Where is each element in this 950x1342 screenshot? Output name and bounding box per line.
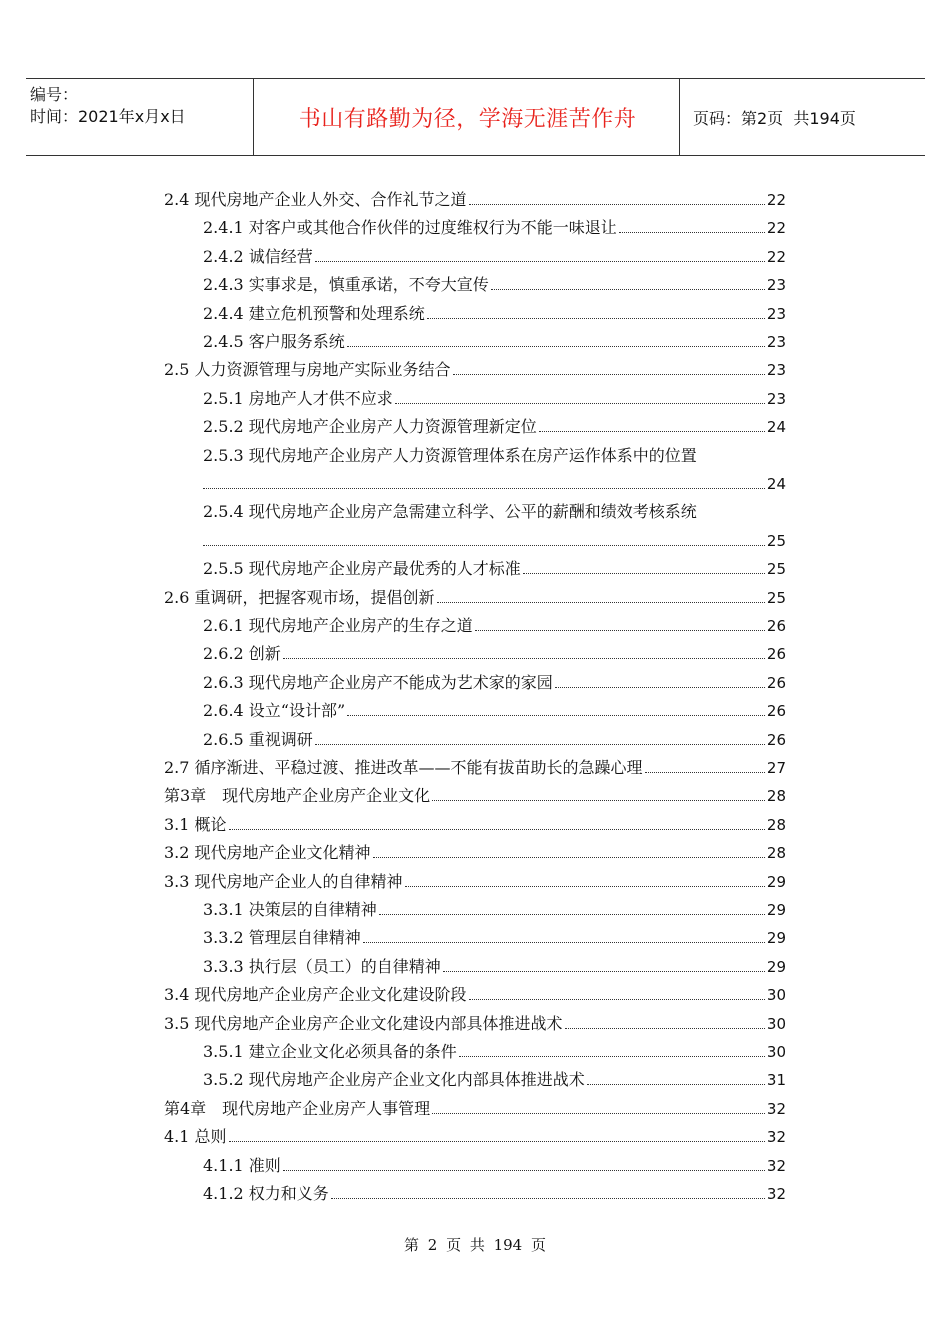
- toc-entry[interactable]: [203, 1036, 786, 1062]
- toc-leader-dots: [469, 999, 765, 1000]
- toc-page-number: 25: [766, 560, 786, 579]
- toc-leader-dots: [379, 914, 765, 915]
- toc-leader-dots: [347, 346, 765, 347]
- toc-entry[interactable]: [203, 525, 786, 551]
- toc-leader-dots: [315, 744, 765, 745]
- toc-entry-title: 2.4.1 对客户或其他合作伙伴的过度维权行为不能一味退让: [203, 218, 617, 238]
- toc-leader-dots: [475, 630, 765, 631]
- toc-entry-title: 2.4.5 客户服务系统: [203, 332, 345, 351]
- toc-page-number: 26: [766, 617, 786, 635]
- toc-leader-dots: [373, 857, 765, 858]
- toc-entry-title: 3.2 现代房地产企业文化精神: [164, 843, 371, 863]
- toc-leader-dots: [331, 1198, 765, 1199]
- toc-page-number: 32: [766, 1128, 786, 1147]
- toc-entry[interactable]: [164, 752, 786, 778]
- toc-entry-title: 2.5.2 现代房地产企业房产人力资源管理新定位: [203, 417, 537, 437]
- toc-entry[interactable]: [203, 298, 786, 324]
- toc-entry[interactable]: [203, 212, 786, 238]
- document-time: 时间：2021年x月x日: [30, 107, 186, 126]
- toc-entry[interactable]: [164, 354, 786, 380]
- toc-leader-dots: [453, 374, 765, 375]
- toc-leader-dots: [432, 1113, 765, 1114]
- toc-entry[interactable]: [203, 1178, 786, 1204]
- toc-entry-title: 3.5.1 建立企业文化必须具备的条件: [203, 1042, 457, 1061]
- toc-entry-title: 3.5 现代房地产企业房产企业文化建设内部具体推进战术: [164, 1013, 563, 1033]
- toc-page-number: 23: [766, 333, 786, 351]
- toc-page-number: 32: [766, 1099, 786, 1118]
- toc-entry[interactable]: [203, 269, 786, 295]
- toc-entry-title: 3.3 现代房地产企业人的自律精神: [164, 871, 403, 891]
- header-divider-left: [253, 78, 254, 156]
- toc-entry[interactable]: [164, 780, 786, 806]
- toc-entry-title[interactable]: 2.5.4 现代房地产企业房产急需建立科学、公平的薪酬和绩效考核系统: [203, 502, 697, 522]
- toc-page-number: 26: [766, 645, 786, 664]
- toc-entry[interactable]: [203, 610, 786, 636]
- header-slogan: 书山有路勤为径，学海无涯苦作舟: [298, 106, 637, 132]
- toc-entry-title: 3.5.2 现代房地产企业房产企业文化内部具体推进战术: [203, 1070, 585, 1090]
- toc-entry[interactable]: [203, 894, 786, 920]
- toc-entry-title: 4.1 总则: [164, 1127, 227, 1147]
- toc-leader-dots: [443, 971, 765, 972]
- toc-page-number: 28: [766, 815, 786, 834]
- page-header: [26, 78, 925, 156]
- header-meta: [30, 84, 186, 128]
- toc-page-number: 28: [766, 787, 786, 806]
- toc-entry[interactable]: [164, 1093, 786, 1119]
- toc-entry-title: 3.1 概论: [164, 814, 227, 834]
- toc-leader-dots: [405, 886, 765, 887]
- toc-entry-title: 2.7 循序渐进、平稳过渡、推进改革——不能有拔苗助长的急躁心理: [164, 758, 643, 777]
- toc-page-number: 29: [766, 901, 786, 919]
- toc-page-number: 23: [766, 361, 786, 380]
- toc-page-number: 26: [766, 702, 786, 721]
- toc-leader-dots: [555, 687, 765, 688]
- toc-entry-title: 第4章 现代房地产企业房产人事管理: [164, 1098, 431, 1118]
- toc-entry[interactable]: [203, 383, 786, 409]
- toc-page-number: 22: [766, 191, 786, 209]
- toc-entry[interactable]: [164, 1121, 786, 1147]
- toc-page-number: 24: [766, 418, 786, 437]
- toc-entry[interactable]: [164, 979, 786, 1005]
- toc-entry[interactable]: [203, 667, 786, 693]
- toc-entry-title: 3.3.1 决策层的自律精神: [203, 900, 377, 919]
- toc-entry-title: 2.5.1 房地产人才供不应求: [203, 388, 393, 408]
- toc-leader-dots: [437, 602, 765, 603]
- toc-leader-dots: [427, 318, 765, 319]
- document-number-label: 编号：: [30, 85, 79, 104]
- toc-leader-dots: [283, 1170, 765, 1171]
- toc-page-number: 26: [766, 673, 786, 692]
- toc-entry[interactable]: [164, 582, 786, 608]
- toc-entry-title: 2.6.4 设立“设计部”: [203, 701, 346, 721]
- toc-leader-dots: [491, 289, 765, 290]
- toc-entry[interactable]: [203, 326, 786, 352]
- toc-leader-dots: [539, 431, 765, 432]
- toc-entry[interactable]: [203, 951, 786, 977]
- toc-entry-title: 4.1.2 权力和义务: [203, 1184, 329, 1203]
- toc-leader-dots: [459, 1056, 765, 1057]
- toc-entry-title: 2.4.4 建立危机预警和处理系统: [203, 303, 425, 323]
- toc-page-number: 24: [766, 475, 786, 493]
- toc-page-number: 23: [766, 304, 786, 323]
- toc-entry-title: 3.3.2 管理层自律精神: [203, 928, 361, 948]
- toc-leader-dots: [395, 403, 765, 404]
- toc-leader-dots: [347, 715, 765, 716]
- toc-page-number: 22: [766, 247, 786, 266]
- toc-page-number: 29: [766, 929, 786, 948]
- toc-page-number: 32: [766, 1156, 786, 1175]
- toc-entry-title: 4.1.1 准则: [203, 1155, 281, 1175]
- toc-leader-dots: [315, 261, 765, 262]
- toc-page-number: 30: [766, 1043, 786, 1061]
- toc-page-number: 32: [766, 1185, 786, 1203]
- toc-entry-title: 2.6.5 重视调研: [203, 729, 313, 749]
- toc-page-number: 29: [766, 957, 786, 976]
- toc-page-number: 26: [766, 730, 786, 749]
- toc-leader-dots: [523, 573, 765, 574]
- toc-leader-dots: [565, 1028, 765, 1029]
- toc-leader-dots: [283, 658, 765, 659]
- toc-page-number: 22: [766, 219, 786, 238]
- toc-entry-title: 3.4 现代房地产企业房产企业文化建设阶段: [164, 985, 467, 1005]
- toc-leader-dots: [203, 488, 765, 489]
- toc-entry[interactable]: [203, 241, 786, 267]
- toc-page-number: 23: [766, 389, 786, 408]
- toc-entry[interactable]: [164, 184, 786, 210]
- toc-leader-dots: [619, 232, 765, 233]
- toc-entry[interactable]: [203, 468, 786, 494]
- toc-entry[interactable]: [164, 837, 786, 863]
- toc-page-number: 25: [766, 588, 786, 607]
- toc-page-number: 30: [766, 1014, 786, 1033]
- toc-entry[interactable]: [203, 724, 786, 750]
- toc-leader-dots: [229, 829, 765, 830]
- toc-page-number: 25: [766, 531, 786, 550]
- toc-entry-title: 3.3.3 执行层（员工）的自律精神: [203, 956, 441, 976]
- toc-entry-title[interactable]: 2.5.3 现代房地产企业房产人力资源管理体系在房产运作体系中的位置: [203, 445, 697, 465]
- toc-page-number: 31: [766, 1071, 786, 1090]
- toc-page-number: 23: [766, 276, 786, 295]
- toc-entry[interactable]: [203, 1150, 786, 1176]
- toc-entry[interactable]: [164, 809, 786, 835]
- toc-entry-title: 2.4 现代房地产企业人外交、合作礼节之道: [164, 190, 467, 209]
- toc-entry[interactable]: [203, 695, 786, 721]
- toc-leader-dots: [432, 800, 765, 801]
- toc-leader-dots: [203, 545, 765, 546]
- toc-entry-title: 2.4.2 诚信经营: [203, 246, 313, 266]
- toc-entry-title: 2.5.5 现代房地产企业房产最优秀的人才标准: [203, 559, 521, 579]
- toc-entry-title: 2.6.3 现代房地产企业房产不能成为艺术家的家园: [203, 672, 553, 692]
- toc-entry[interactable]: [203, 638, 786, 664]
- toc-page-number: 30: [766, 986, 786, 1005]
- toc-leader-dots: [469, 204, 765, 205]
- toc-entry-title: 2.6.1 现代房地产企业房产的生存之道: [203, 616, 473, 635]
- toc-entry-title: 2.6.2 创新: [203, 644, 281, 664]
- toc-leader-dots: [229, 1141, 765, 1142]
- toc-page-number: 27: [766, 759, 786, 777]
- header-page-info: 页码：第2页 共194页: [693, 108, 856, 128]
- toc-page-number: 29: [766, 872, 786, 891]
- toc-leader-dots: [363, 942, 765, 943]
- toc-entry[interactable]: [203, 922, 786, 948]
- toc-entry[interactable]: [203, 553, 786, 579]
- toc-page-number: 28: [766, 844, 786, 863]
- toc-entry-title: 2.5 人力资源管理与房地产实际业务结合: [164, 360, 451, 380]
- toc-entry[interactable]: [203, 411, 786, 437]
- toc-leader-dots: [587, 1084, 765, 1085]
- toc-leader-dots: [645, 772, 765, 773]
- toc-entry-title: 第3章 现代房地产企业房产企业文化: [164, 786, 431, 806]
- toc-entry[interactable]: [164, 1008, 786, 1034]
- toc-entry-title: 2.4.3 实事求是，慎重承诺，不夸大宣传: [203, 275, 489, 295]
- page-footer: 第 2 页 共 194 页: [403, 1236, 546, 1254]
- toc-entry-title: 2.6 重调研，把握客观市场，提倡创新: [164, 587, 435, 607]
- toc-entry[interactable]: [203, 1064, 786, 1090]
- toc-entry[interactable]: [164, 866, 786, 892]
